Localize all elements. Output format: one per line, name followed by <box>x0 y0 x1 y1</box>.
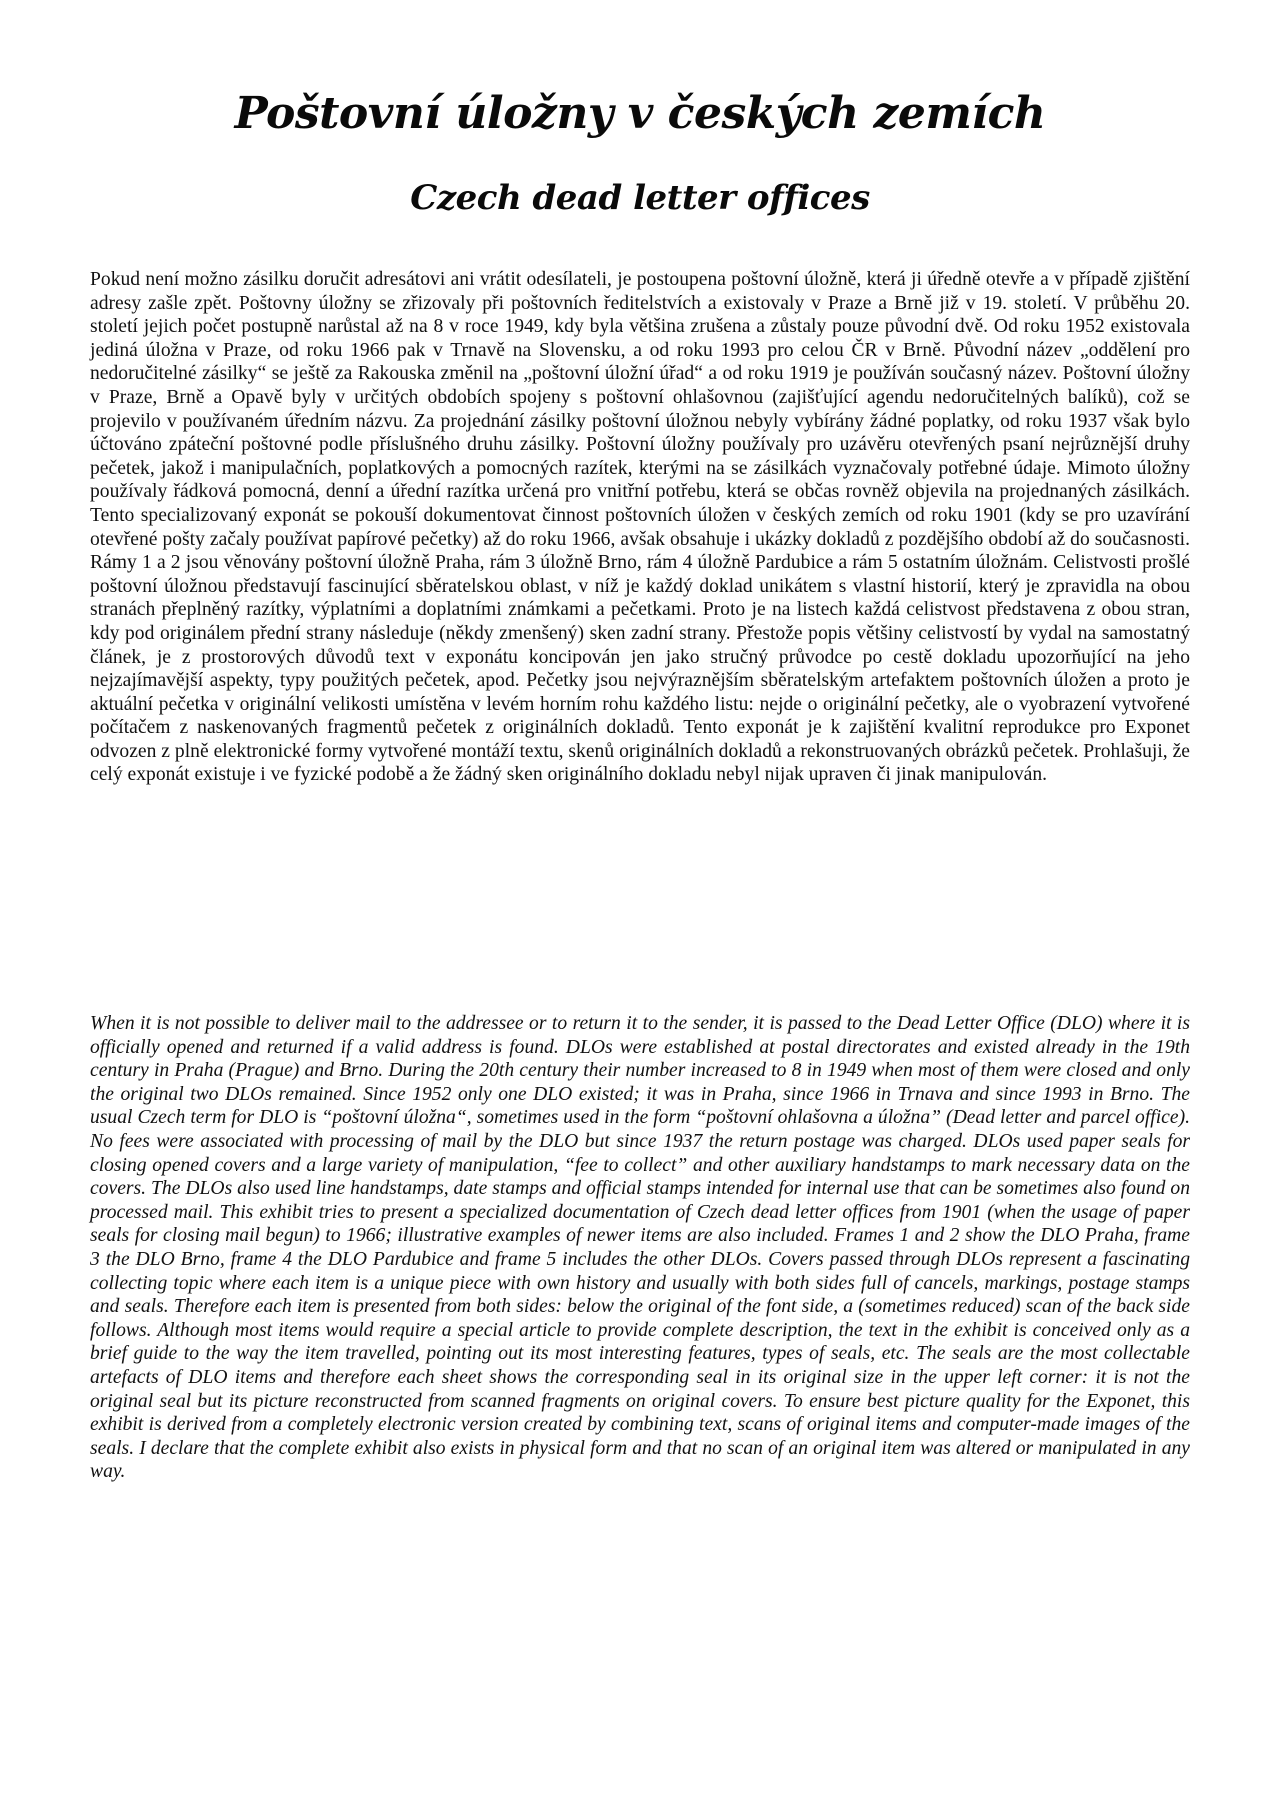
english-paragraph: When it is not possible to deliver mail to the addressee or to return it to the sender, it is passed to the Dead Letter Office (DLO) where it is officially opened and returned if a valid address is found. DLOs were established at postal directorates and existed already in the 19th century in Praha (Prague) and Brno. During the 20th century their number increased to 8 in 1949 when most of them were closed and only the original two DLOs remained. Since 1952 only one DLO existed; it was in Praha, since 1966 in Trnava and since 1993 in Brno. The usual Czech term for DLO is “poštovní úložna“, sometimes used in the form “poštovní ohlašovna a úložna” (Dead letter and parcel office). No fees were associated with processing of mail by the DLO but since 1937 the return postage was charged. DLOs used paper seals for closing opened covers and a large variety of manipulation, “fee to collect” and other auxiliary handstamps to mark necessary data on the covers. The DLOs also used line handstamps, date stamps and official stamps intended for internal use that can be sometimes also found on processed mail. This exhibit tries to present a specialized documentation of Czech dead letter offices from 1901 (when the usage of paper seals for closing mail begun) to 1966; illustrative examples of newer items are also included. Frames 1 and 2 show the DLO Praha, frame 3 the DLO Brno, frame 4 the DLO Pardubice and frame 5 includes the other DLOs. Covers passed through DLOs represent a fascinating collecting topic where each item is a unique piece with own history and usually with both sides full of cancels, markings, postage stamps and seals. Therefore each item is presented from both sides: below the original of the font side, a (sometimes reduced) scan of the back side follows. Although most items would require a special article to provide complete description, the text in the exhibit is conceived only as a brief guide to the way the item travelled, pointing out its most interesting features, types of seals, etc. The seals are the most collectable artefacts of DLO items and therefore each sheet shows the corresponding seal in its original size in the upper left corner: it is not the original seal but its picture reconstructed from scanned fragments on original covers. To ensure best picture quality for the Exponet, this exhibit is derived from a completely electronic version created by combining text, scans of original items and computer-made images of the seals. I declare that the complete exhibit also exists in physical form and that no scan of an original item was altered or manipulated in any way. <box>90 1013 1190 1483</box>
page-title: Poštovní úložny v českých zemích <box>234 88 1046 139</box>
page-subtitle: Czech dead letter offices <box>410 178 870 218</box>
czech-paragraph: Pokud není možno zásilku doručit adresátovi ani vrátit odesílateli, je postoupena poštovní úložně, která ji úředně otevře a v případě zjištění adresy zašle zpět. Poštovny úložny se zřizovaly při poštovních ředitelstvích a existovaly v Praze a Brně již v 19. století. V průběhu 20. století jejich počet postupně narůstal až na 8 v roce 1949, kdy byla většina zrušena a zůstaly pouze původní dvě. Od roku 1952 existovala jediná úložna v Praze, od roku 1966 pak v Trnavě na Slovensku, a od roku 1993 pro celou ČR v Brně. Původní název „oddělení pro nedoručitelné zásilky“ se ještě za Rakouska změnil na „poštovní úložní úřad“ a od roku 1919 je používán současný název. Poštovní úložny v Praze, Brně a Opavě byly v určitých obdobích spojeny s poštovní ohlašovnou (zajišťující agendu nedoručitelných balíků), což se projevilo v používaném úředním názvu. Za projednání zásilky poštovní úložnou nebyly vybírány žádné poplatky, od roku 1937 však bylo účtováno zpáteční poštovné podle příslušného druhu zásilky. Poštovní úložny používaly pro uzávěru otevřených psaní nejrůznější druhy pečetek, jakož i manipulačních, poplatkových a pomocných razítek, kterými na se zásilkách vyznačovaly potřebné údaje. Mimoto úložny používaly řádková pomocná, denní a úřední razítka určená pro vnitřní potřebu, která se občas rovněž objevila na projednaných zásilkách. Tento specializovaný exponát se pokouší dokumentovat činnost poštovních úložen v českých zemích od roku 1901 (kdy se pro uzavírání otevřené pošty začaly používat papírové pečetky) až do roku 1966, avšak obsahuje i ukázky dokladů z pozdějšího období až do současnosti. Rámy 1 a 2 jsou věnovány poštovní úložně Praha, rám 3 úložně Brno, rám 4 úložně Pardubice a rám 5 ostatním úložnám. Celistvosti prošlé poštovní úložnou představují fascinující sběratelskou oblast, v níž je každý doklad unikátem s vlastní historií, který je zpravidla na obou stranách přeplněný razítky, výplatními a doplatními známkami a pečetkami. Proto je na listech každá celistvost představena z obou stran, kdy pod originálem přední strany následuje (někdy zmenšený) sken zadní strany. Přestože popis většiny celistvostí by vydal na samostatný článek, je z prostorových důvodů text v exponátu koncipován jen jako stručný průvodce po cestě dokladu upozorňující na jeho nejzajímavější aspekty, typy použitých pečetek, apod. Pečetky jsou nejvýraznějším sběratelským artefaktem poštovních úložen a proto je aktuální pečetka v originální velikosti umístěna v levém horním rohu každého listu: nejde o originální pečetky, ale o vyobrazení vytvořené počítačem z naskenovaných fragmentů pečetek z originálních dokladů. Tento exponát je k zajištění kvalitní reprodukce pro Exponet odvozen z plně elektronické formy vytvořené montáží textu, skenů originálních dokladů a rekonstruovaných obrázků pečetek. Prohlašuji, že celý exponát existuje i ve fyzické podobě a že žádný sken originálního dokladu nebyl nijak upraven či jinak manipulován. <box>90 269 1190 786</box>
